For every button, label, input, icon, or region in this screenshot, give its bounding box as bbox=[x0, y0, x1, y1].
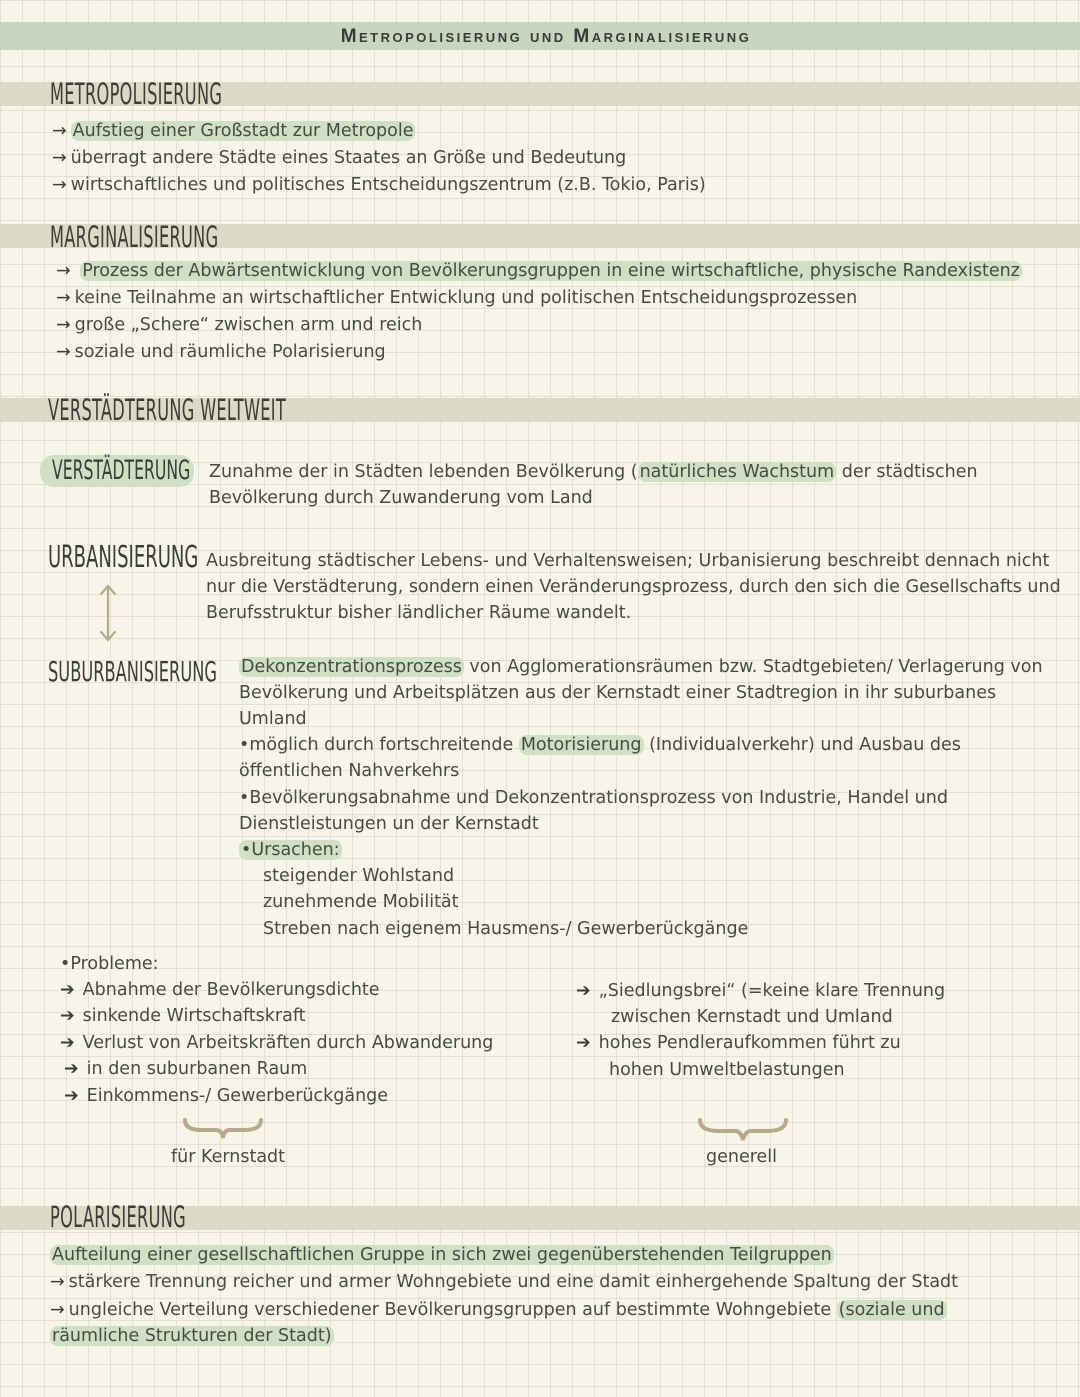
definition-line: Bevölkerung und Arbeitsplätzen aus der Kernstadt einer Stadtregion in ihr suburbanes bbox=[239, 683, 997, 703]
term-verstaedterung: VERSTÄDTERUNG bbox=[52, 455, 191, 486]
list-item: ➔ Verlust von Arbeitskräften durch Abwanderung bbox=[60, 1033, 494, 1053]
list-item-continued: hohen Umweltbelastungen bbox=[609, 1060, 845, 1080]
double-arrow-icon bbox=[96, 582, 120, 644]
definition-line: Berufsstruktur bisher ländlicher Räume wandelt. bbox=[206, 603, 632, 623]
list-item: → wirtschaftliches und politisches Entscheidungszentrum (z.B. Tokio, Paris) bbox=[52, 175, 706, 195]
curly-brace-icon bbox=[182, 1116, 264, 1142]
heading-metropolisierung: METROPOLISIERUNG bbox=[50, 77, 223, 111]
arrow-right-icon: → bbox=[50, 1272, 65, 1292]
arrow-right-icon: ➔ bbox=[60, 980, 75, 1000]
curly-brace-icon bbox=[697, 1116, 789, 1144]
arrow-right-icon: → bbox=[56, 261, 71, 281]
list-item: steigender Wohlstand bbox=[263, 866, 455, 886]
list-item: → überragt andere Städte eines Staates an Größe und Bedeutung bbox=[52, 148, 627, 168]
page-title: Metropolisierung und Marginalisierung bbox=[340, 26, 752, 47]
list-item: → keine Teilnahme an wirtschaftlicher Entwicklung und politischen Entscheidungsprozessen bbox=[56, 288, 858, 308]
arrow-right-icon: ➔ bbox=[64, 1086, 79, 1106]
arrow-right-icon: → bbox=[56, 342, 71, 362]
caption-generell: generell bbox=[706, 1147, 778, 1167]
list-item: zunehmende Mobilität bbox=[263, 892, 459, 912]
list-item-continued: zwischen Kernstadt und Umland bbox=[611, 1007, 893, 1027]
bullet-item: •möglich durch fortschreitende Motorisierung (Individualverkehr) und Ausbau des bbox=[239, 735, 961, 755]
arrow-right-icon: ➔ bbox=[64, 1059, 79, 1079]
list-item: Streben nach eigenem Hausmens-/ Gewerberückgänge bbox=[263, 919, 749, 939]
arrow-right-icon: → bbox=[56, 315, 71, 335]
bullet-item: öffentlichen Nahverkehrs bbox=[239, 761, 460, 781]
arrow-right-icon: → bbox=[52, 148, 67, 168]
arrow-right-icon: → bbox=[50, 1300, 65, 1320]
bullet-item: Dienstleistungen un der Kernstadt bbox=[239, 814, 539, 834]
definition-line: Zunahme der in Städten lebenden Bevölkerung ( natürliches Wachstum der städtischen bbox=[209, 462, 978, 482]
list-item: ➔ Abnahme der Bevölkerungsdichte bbox=[60, 980, 380, 1000]
arrow-right-icon: → bbox=[52, 121, 67, 141]
list-item: → große „Schere“ zwischen arm und reich bbox=[56, 315, 423, 335]
list-item: → ungleiche Verteilung verschiedener Bevölkerungsgruppen auf bestimmte Wohngebiete (soziale und bbox=[50, 1300, 945, 1320]
ursachen-label: •Ursachen: bbox=[241, 840, 340, 860]
list-item: → Prozess der Abwärtsentwicklung von Bevölkerungsgruppen in eine wirtschaftliche, physische Randexistenz bbox=[56, 261, 1020, 281]
list-item: ➔ „Siedlungsbrei“ (=keine klare Trennung bbox=[576, 981, 946, 1001]
heading-polarisierung: POLARISIERUNG bbox=[50, 1200, 186, 1234]
definition-line: Bevölkerung durch Zuwanderung vom Land bbox=[209, 488, 593, 508]
arrow-right-icon: ➔ bbox=[576, 981, 591, 1001]
term-urbanisierung: URBANISIERUNG bbox=[48, 540, 199, 575]
definition-line: nur die Verstädterung, sondern einen Veränderungsprozess, durch den sich die Gesellschafts und bbox=[206, 577, 1061, 597]
arrow-right-icon: → bbox=[52, 175, 67, 195]
list-item: ➔ hohes Pendleraufkommen führt zu bbox=[576, 1033, 901, 1053]
probleme-label: •Probleme: bbox=[60, 954, 159, 974]
heading-verstaedterung-weltweit: VERSTÄDTERUNG WELTWEIT bbox=[48, 393, 287, 427]
heading-marginalisierung: MARGINALISIERUNG bbox=[50, 220, 219, 254]
caption-kernstadt: für Kernstadt bbox=[171, 1147, 286, 1167]
list-item: → Aufstieg einer Großstadt zur Metropole bbox=[52, 121, 414, 141]
arrow-right-icon: ➔ bbox=[576, 1033, 591, 1053]
list-item-continued: räumliche Strukturen der Stadt) bbox=[52, 1326, 332, 1346]
definition-line: Umland bbox=[239, 709, 307, 729]
list-item: ➔ in den suburbanen Raum bbox=[64, 1059, 308, 1079]
list-item: ➔ Einkommens-/ Gewerberückgänge bbox=[64, 1086, 389, 1106]
list-item: → stärkere Trennung reicher und armer Wohngebiete und eine damit einhergehende Spaltung der Stadt bbox=[50, 1272, 959, 1292]
list-item: ➔ sinkende Wirtschaftskraft bbox=[60, 1006, 306, 1026]
arrow-right-icon: ➔ bbox=[60, 1006, 75, 1026]
arrow-right-icon: ➔ bbox=[60, 1033, 75, 1053]
definition-line: Aufteilung einer gesellschaftlichen Gruppe in sich zwei gegenüberstehenden Teilgruppen bbox=[52, 1245, 832, 1265]
arrow-right-icon: → bbox=[56, 288, 71, 308]
bullet-item: •Bevölkerungsabnahme und Dekonzentrationsprozess von Industrie, Handel und bbox=[239, 788, 948, 808]
definition-line: Ausbreitung städtischer Lebens- und Verhaltensweisen; Urbanisierung beschreibt dennach nicht bbox=[206, 551, 1050, 571]
list-item: → soziale und räumliche Polarisierung bbox=[56, 342, 386, 362]
term-suburbanisierung: SUBURBANISIERUNG bbox=[48, 655, 217, 688]
definition-line: Dekonzentrationsprozess von Agglomerationsräumen bzw. Stadtgebieten/ Verlagerung von bbox=[241, 657, 1043, 677]
